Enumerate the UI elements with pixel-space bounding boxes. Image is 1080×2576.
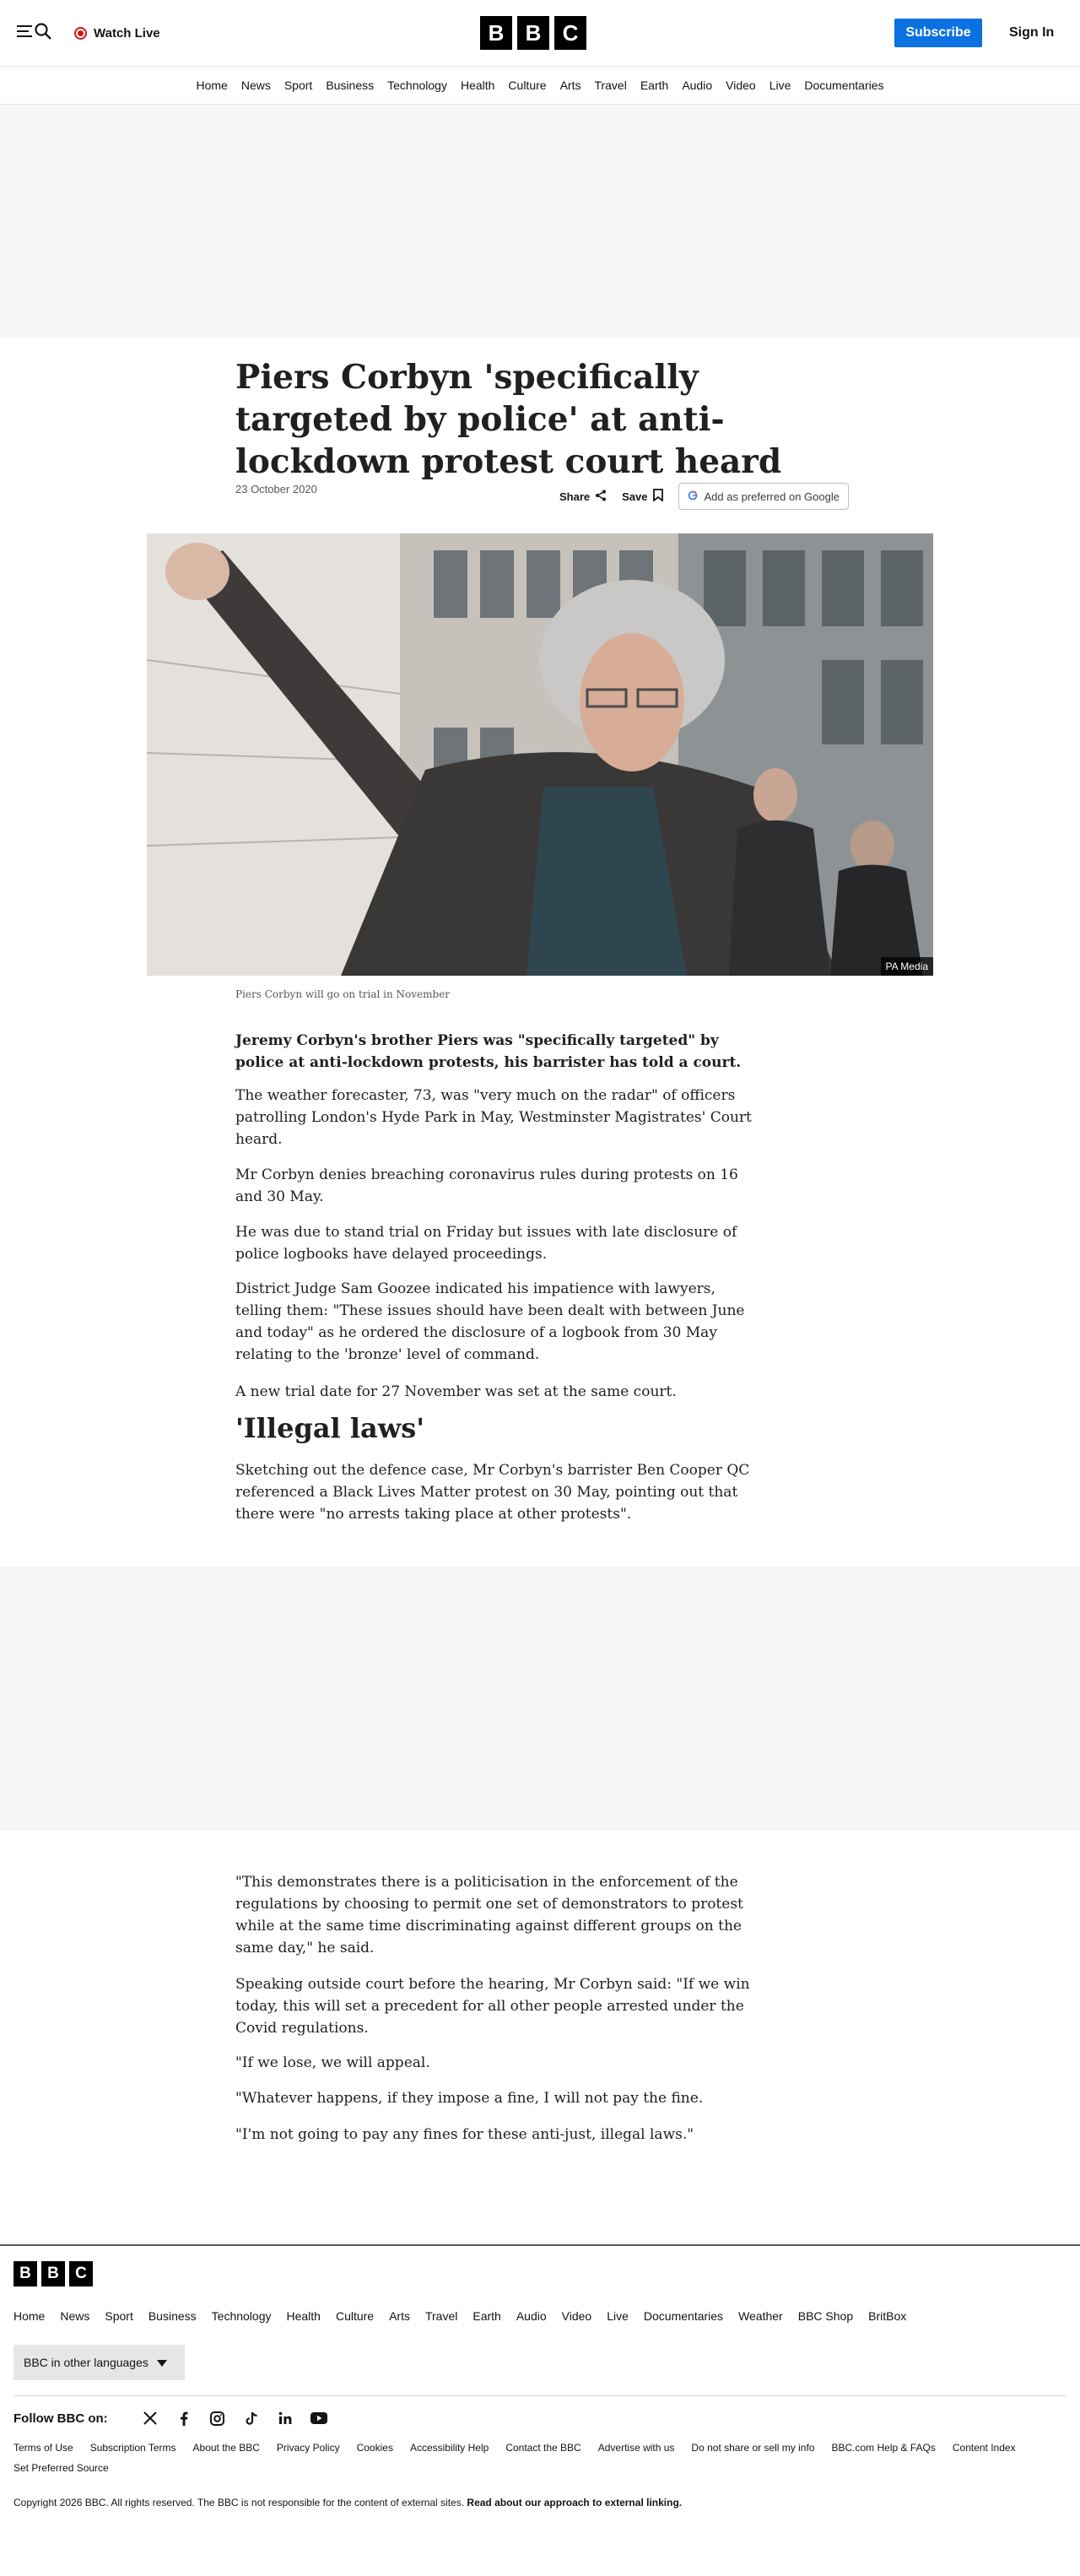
search-icon[interactable] xyxy=(34,22,52,45)
follow-bbc-row xyxy=(14,2407,327,2429)
copyright-notice xyxy=(14,2497,682,2508)
share-button[interactable] xyxy=(559,490,607,504)
bbc-logo[interactable] xyxy=(480,16,586,50)
article-paragraph: The weather forecaster, 73, was "very much on the radar" of officers patrolling London's Hyde Park in May, Westminster Magistrates' Court heard. xyxy=(235,1087,752,1148)
legal-link[interactable]: Terms of Use xyxy=(14,2442,73,2454)
legal-link[interactable]: Cookies xyxy=(356,2442,393,2454)
nav-item-home[interactable]: Home xyxy=(196,78,228,92)
nav-item-travel[interactable]: Travel xyxy=(594,78,627,92)
nav-item-arts[interactable]: Arts xyxy=(559,78,581,92)
advertisement-slot xyxy=(0,105,1080,338)
other-languages-label: BBC in other languages xyxy=(24,2356,148,2369)
article-paragraph: "If we lose, we will appeal. xyxy=(235,2054,430,2071)
nav-item-video[interactable]: Video xyxy=(726,78,756,92)
linkedin-icon[interactable] xyxy=(277,2410,294,2427)
article-date: 23 October 2020 xyxy=(235,483,317,495)
x-icon[interactable] xyxy=(142,2410,159,2427)
logo-letter: C xyxy=(554,16,586,50)
section-heading: 'Illegal laws' xyxy=(235,1412,425,1444)
article-paragraph: Mr Corbyn denies breaching coronavirus rules during protests on 16 and 30 May. xyxy=(235,1166,738,1205)
logo-letter: C xyxy=(69,2261,93,2286)
footer-nav-item[interactable]: Weather xyxy=(738,2309,783,2323)
follow-label: Follow BBC on: xyxy=(14,2411,108,2426)
footer-nav-item[interactable]: Home xyxy=(14,2309,46,2323)
nav-item-documentaries[interactable]: Documentaries xyxy=(804,78,884,92)
article-paragraph: "Whatever happens, if they impose a fine, I will not pay the fine. xyxy=(235,2090,704,2107)
save-label: Save xyxy=(622,490,648,503)
legal-link[interactable]: Content Index xyxy=(952,2442,1016,2454)
footer-nav-item[interactable]: Video xyxy=(561,2309,592,2323)
article-headline: Piers Corbyn 'specifically targeted by police' at anti-lockdown protest court heard xyxy=(235,358,782,481)
save-button[interactable] xyxy=(622,489,662,504)
menu-icon[interactable] xyxy=(17,24,34,42)
footer-nav-item[interactable]: BritBox xyxy=(868,2309,907,2323)
other-languages-button[interactable] xyxy=(14,2345,185,2380)
legal-link[interactable]: Set Preferred Source xyxy=(14,2462,109,2474)
article-paragraph: District Judge Sam Goozee indicated his impatience with lawyers, telling them: "These issues should have been dealt with between June and today" as he ordered the disclosure of a logbook from 30 May relating to the 'bronze' level of command. xyxy=(235,1280,745,1363)
tiktok-icon[interactable] xyxy=(243,2410,260,2427)
logo-letter: B xyxy=(14,2261,37,2286)
footer-nav-item[interactable]: Documentaries xyxy=(643,2309,724,2323)
nav-item-earth[interactable]: Earth xyxy=(640,78,669,92)
nav-item-health[interactable]: Health xyxy=(460,78,495,92)
footer-nav-item[interactable]: Business xyxy=(148,2309,197,2323)
article-hero-image xyxy=(147,533,933,976)
footer-nav-item[interactable]: Live xyxy=(607,2309,629,2323)
caret-down-icon xyxy=(157,2356,167,2369)
footer-nav-item[interactable]: Earth xyxy=(472,2309,501,2323)
copyright-text: Copyright 2026 BBC. All rights reserved. The BBC is not responsible for the content of external sites. xyxy=(14,2497,465,2508)
external-linking-link[interactable]: Read about our approach to external linking. xyxy=(467,2497,683,2508)
nav-item-news[interactable]: News xyxy=(240,78,271,92)
hero-photo xyxy=(147,533,933,976)
legal-link[interactable]: Subscription Terms xyxy=(89,2442,176,2454)
footer-bbc-logo[interactable] xyxy=(14,2261,93,2286)
google-pref-label: Add as preferred on Google xyxy=(704,490,840,503)
legal-link[interactable]: Advertise with us xyxy=(597,2442,675,2454)
subscribe-button[interactable]: Subscribe xyxy=(894,19,982,47)
footer-nav-item[interactable]: Audio xyxy=(516,2309,547,2323)
add-preferred-google-button[interactable] xyxy=(678,483,849,510)
article-paragraph: Sketching out the defence case, Mr Corbyn's barrister Ben Cooper QC referenced a Black Lives Matter protest on 30 May, pointing out that there were "no arrests taking place at other protests". xyxy=(235,1462,750,1523)
footer-nav-item[interactable]: Sport xyxy=(105,2309,133,2323)
bookmark-icon xyxy=(653,489,663,504)
watch-live-label: Watch Live xyxy=(94,25,160,41)
primary-nav xyxy=(0,67,1080,105)
share-icon xyxy=(595,490,607,504)
image-caption: Piers Corbyn will go on trial in November xyxy=(235,988,451,1000)
youtube-icon[interactable] xyxy=(310,2410,327,2427)
nav-item-audio[interactable]: Audio xyxy=(682,78,713,92)
legal-link[interactable]: Contact the BBC xyxy=(505,2442,581,2454)
footer-nav-item[interactable]: Travel xyxy=(424,2309,458,2323)
nav-item-technology[interactable]: Technology xyxy=(387,78,447,92)
footer-nav-item[interactable]: Health xyxy=(286,2309,321,2323)
article-actions xyxy=(559,483,849,510)
footer-legal-links xyxy=(14,2442,1060,2474)
live-icon xyxy=(74,27,87,40)
facebook-icon[interactable] xyxy=(176,2410,192,2427)
nav-item-culture[interactable]: Culture xyxy=(508,78,547,92)
footer-nav-item[interactable]: Culture xyxy=(335,2309,375,2323)
article-lead: Jeremy Corbyn's brother Piers was "specifically targeted" by police at anti-lockdown protests, his barrister has told a court. xyxy=(235,1032,742,1071)
article-paragraph: "This demonstrates there is a politicisation in the enforcement of the regulations by choosing to permit one set of demonstrators to protest while at the same time discriminating against different groups on the same day," he said. xyxy=(235,1874,743,1956)
article-paragraph: "I'm not going to pay any fines for these anti-just, illegal laws." xyxy=(235,2126,694,2143)
legal-link[interactable]: Do not share or sell my info xyxy=(691,2442,815,2454)
article-paragraph: He was due to stand trial on Friday but issues with late disclosure of police logbooks have delayed proceedings. xyxy=(235,1224,737,1263)
google-icon xyxy=(688,490,698,503)
article-paragraph: Speaking outside court before the hearing, Mr Corbyn said: "If we win today, this will set a precedent for all other people arrested under the Covid regulations. xyxy=(235,1976,750,2037)
footer-divider xyxy=(14,2395,1066,2396)
instagram-icon[interactable] xyxy=(209,2410,226,2427)
footer-divider xyxy=(0,2244,1080,2246)
share-label: Share xyxy=(559,490,591,503)
advertisement-slot xyxy=(0,1567,1080,1831)
legal-link[interactable]: About the BBC xyxy=(192,2442,260,2454)
footer-nav-item[interactable]: Technology xyxy=(211,2309,272,2323)
logo-letter: B xyxy=(41,2261,65,2286)
footer-nav-item[interactable]: BBC Shop xyxy=(797,2309,854,2323)
sign-in-button[interactable]: Sign In xyxy=(1009,25,1055,40)
menu-search-toggle[interactable] xyxy=(17,22,52,44)
legal-link[interactable]: Privacy Policy xyxy=(276,2442,340,2454)
legal-link[interactable]: BBC.com Help & FAQs xyxy=(831,2442,936,2454)
nav-item-live[interactable]: Live xyxy=(769,78,791,92)
logo-letter: B xyxy=(517,16,549,50)
nav-item-sport[interactable]: Sport xyxy=(284,78,313,92)
nav-item-business[interactable]: Business xyxy=(326,78,375,92)
watch-live-link[interactable] xyxy=(74,24,160,42)
logo-letter: B xyxy=(480,16,512,50)
image-credit: PA Media xyxy=(881,957,933,976)
footer-nav-item[interactable]: Arts xyxy=(389,2309,410,2323)
legal-link[interactable]: Accessibility Help xyxy=(409,2442,489,2454)
site-header xyxy=(0,0,1080,67)
article-paragraph: A new trial date for 27 November was set at the same court. xyxy=(235,1383,677,1400)
footer-nav xyxy=(14,2309,906,2323)
footer-nav-item[interactable]: News xyxy=(60,2309,90,2323)
